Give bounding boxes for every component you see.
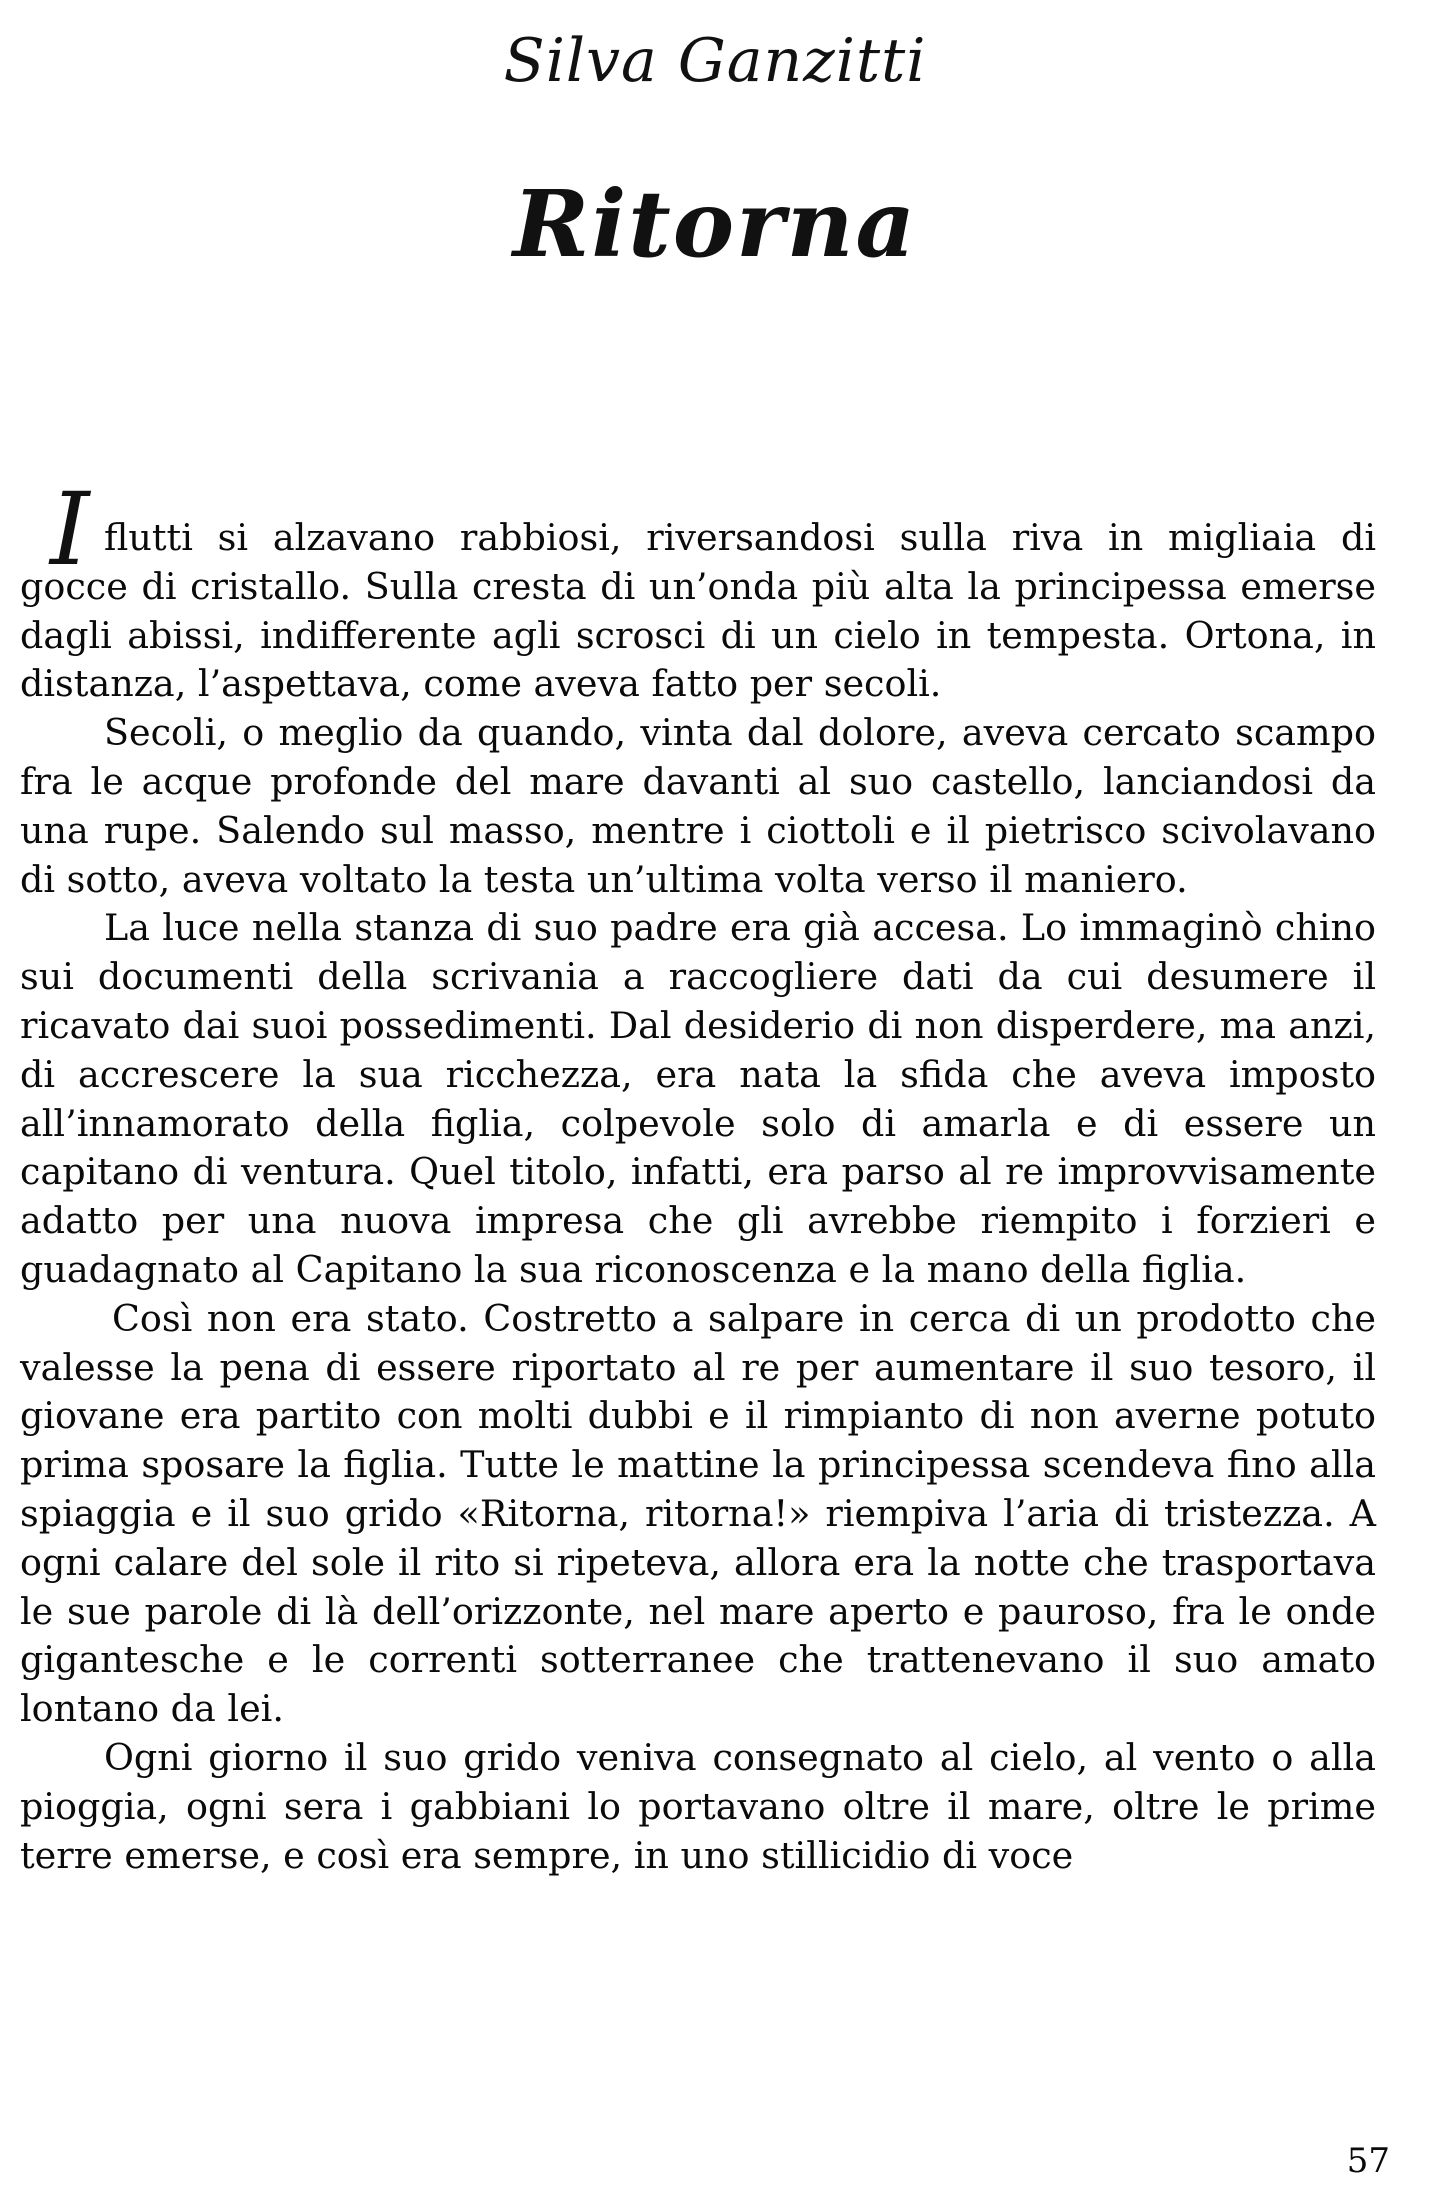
story-title: Ritorna (512, 170, 918, 278)
page-number: 57 (1346, 2141, 1390, 2181)
paragraph-5: Ogni giorno il suo grido veniva consegnato al cielo, al vento o alla pioggia, ogni sera i gabbiani lo portavano oltre il mare, oltre le prime terre emerse, e così era sempre, in uno stillicidio di voce (20, 1735, 1376, 1877)
author-name: Silva Ganzitti (503, 26, 927, 96)
paragraph-3: La luce nella stanza di suo padre era già accesa. Lo immaginò chino sui documenti della scrivania a raccogliere dati da cui desumere il ricavato dai suoi possedimenti. Dal desiderio di non disperdere, ma anzi, di accrescere la sua ricchezza, era nata la sfida che aveva imposto all’innamorato della figlia, colpevole solo di amarla e di essere un capitano di ventura. Quel titolo, infatti, era parso al re improvvisamente adatto per una nuova impresa che gli avrebbe riempito i forzieri e guadagnato al Capitano la sua riconoscenza e la mano della figlia. (20, 906, 1376, 1291)
paragraph-4: Così non era stato. Costretto a salpare in cerca di un prodotto che valesse la pena di essere riportato al re per aumentare il suo tesoro, il giovane era partito con molti dubbi e il rimpianto di non averne potuto prima sposare la figlia. Tutte le mattine la principessa scendeva fino alla spiaggia e il suo grido «Ritorna, ritorna!» riempiva l’aria di tristezza. A ogni calare del sole il rito si ripeteva, allora era la notte che trasportava le sue parole di là dell’orizzonte, nel mare aperto e pauroso, fra le onde gigantesche e le correnti sotterranee che trattenevano il suo amato lontano da lei. (20, 1296, 1376, 1731)
paragraph-1-text: flutti si alzavano rabbiosi, riversandosi sulla riva in migliaia di gocce di cristallo. Sulla cresta di un’onda più alta la principessa emerse dagli abissi, indifferente agli scrosci di un cielo in tempesta. Ortona, in distanza, l’aspettava, come aveva fatto per secoli. (20, 516, 1376, 706)
story-text (20, 514, 1376, 1880)
drop-cap-letter: I (50, 471, 90, 588)
paragraph-1 (20, 514, 1376, 709)
paragraph-2: Secoli, o meglio da quando, vinta dal dolore, aveva cercato scampo fra le acque profonde del mare davanti al suo castello, lanciandosi da una rupe. Salendo sul masso, mentre i ciottoli e il pietrisco scivolavano di sotto, aveva voltato la testa un’ultima volta verso il maniero. (20, 711, 1376, 901)
